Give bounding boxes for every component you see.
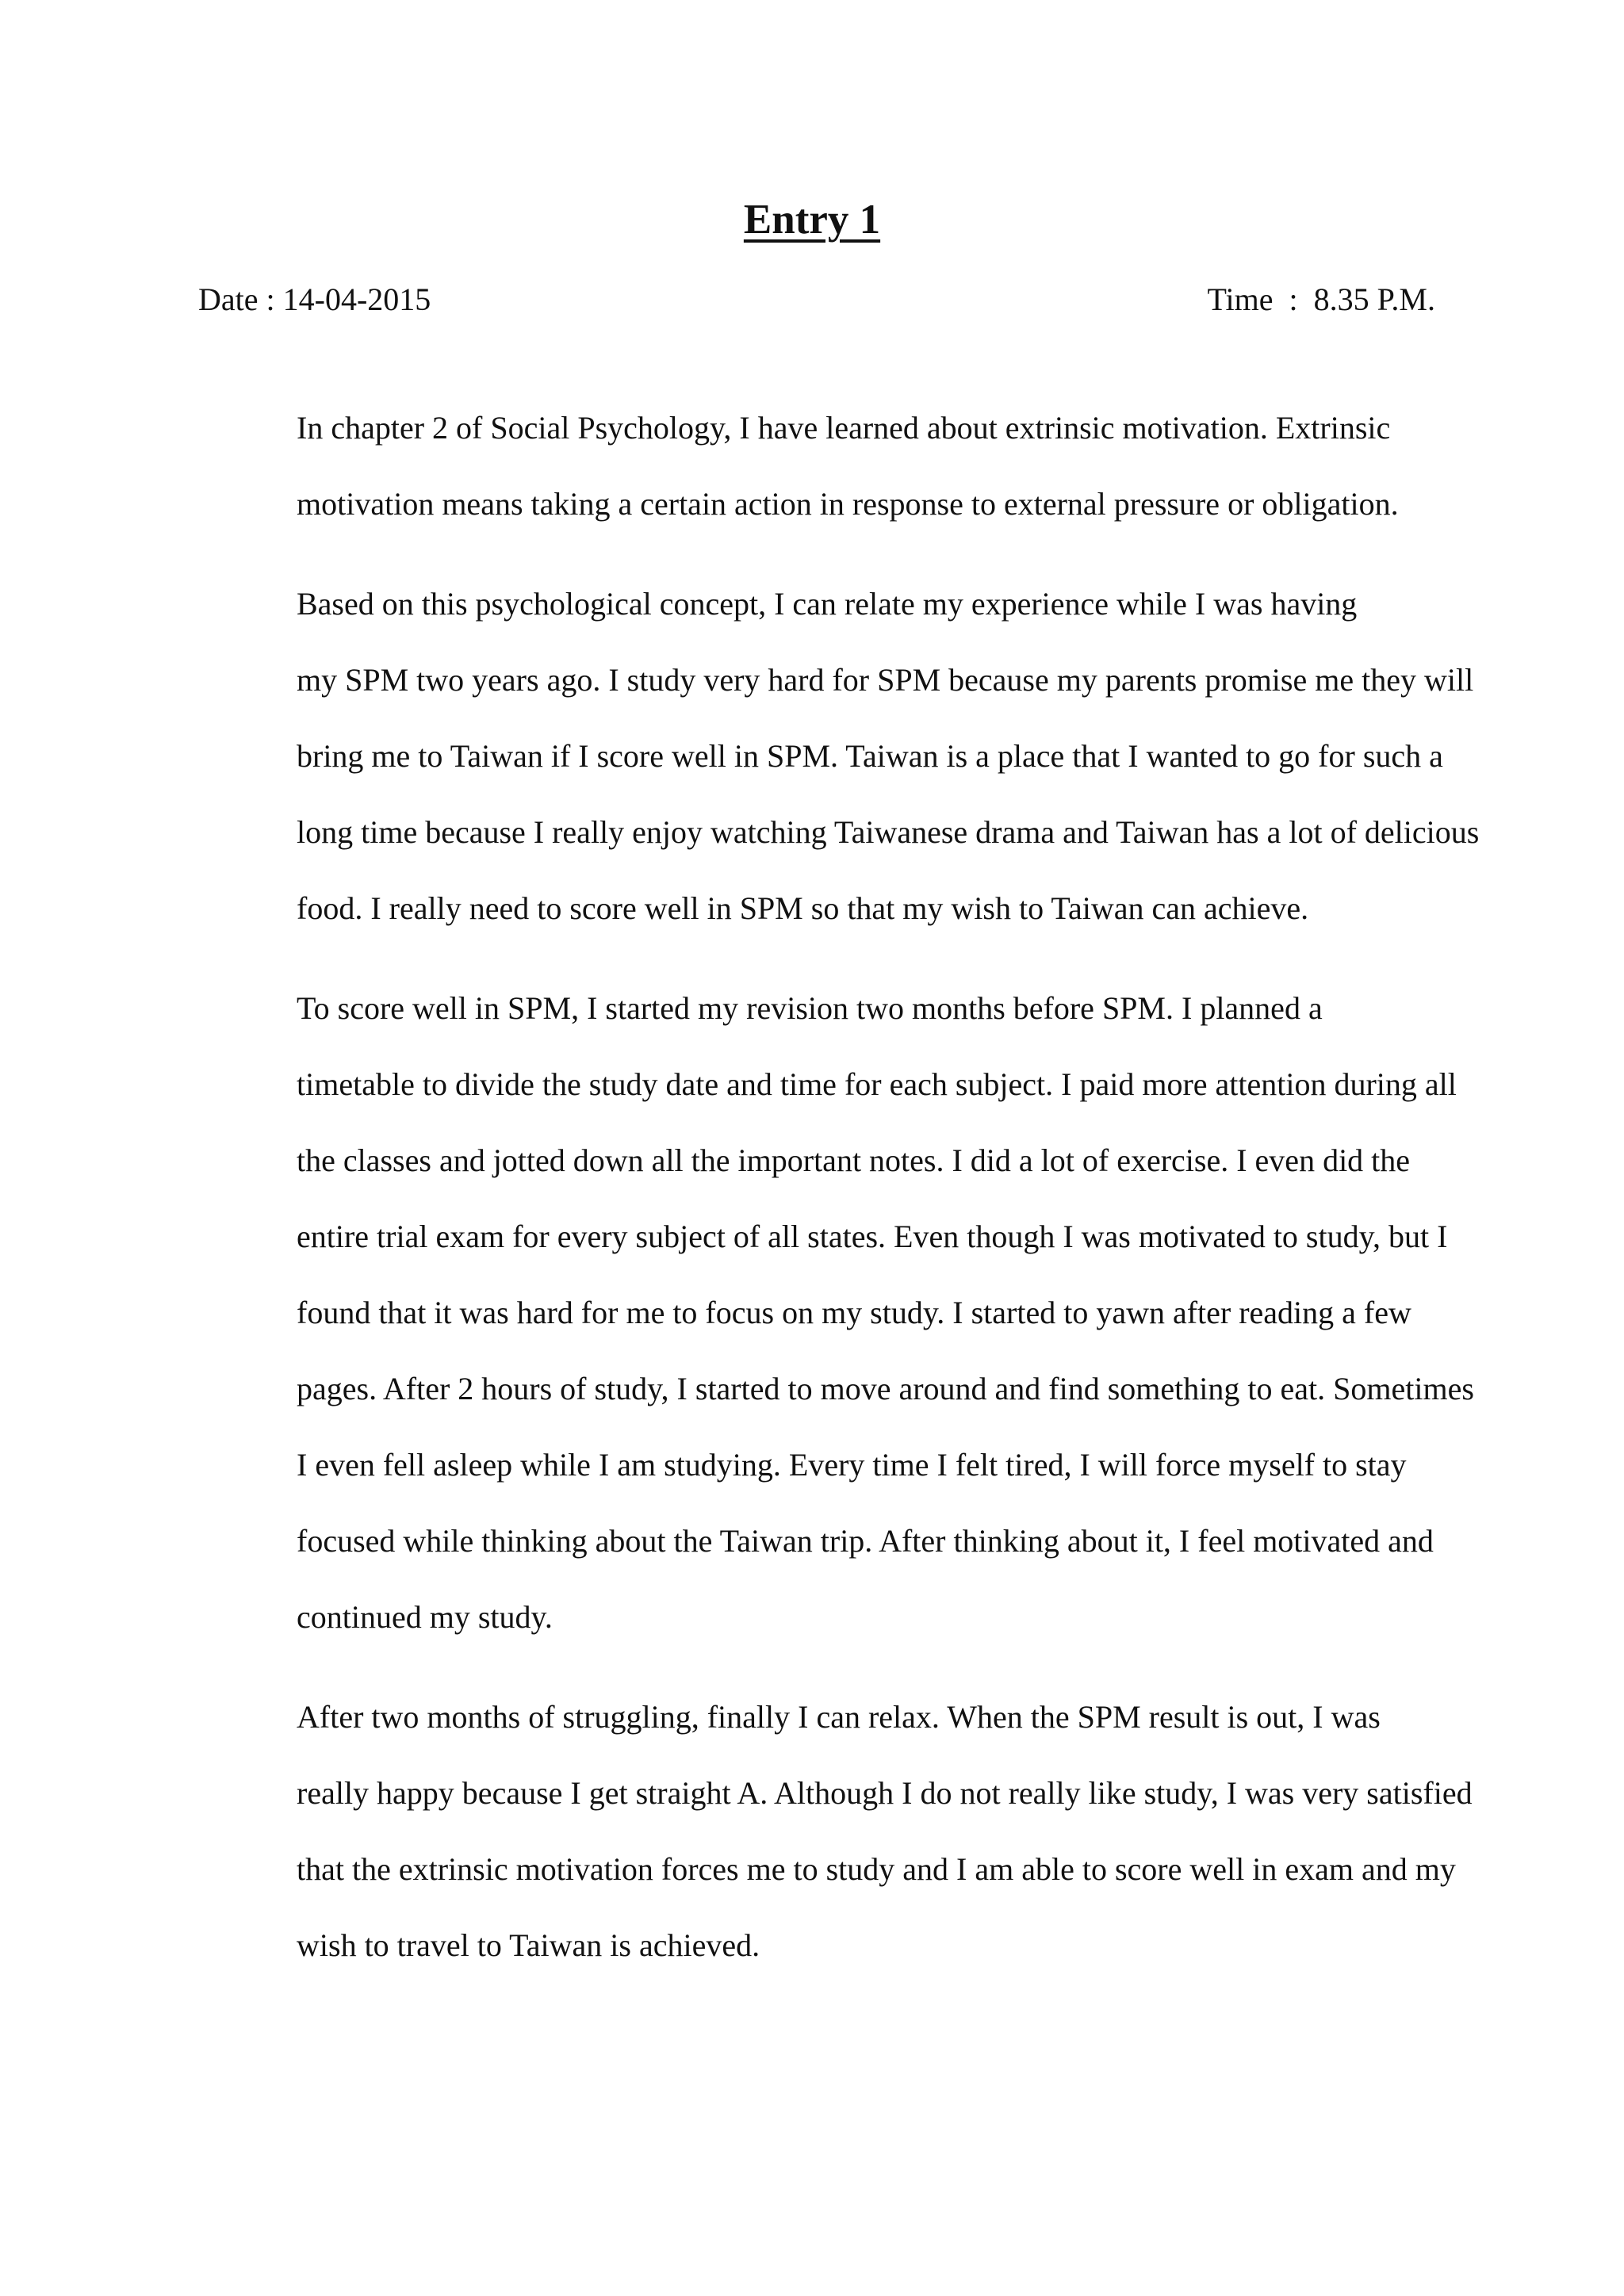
text-line: After two months of struggling, finally I can relax. When the SPM result is out, I was	[297, 1699, 1381, 1735]
text-line: found that it was hard for me to focus on my study. I started to yawn after reading a few	[297, 1295, 1411, 1330]
text-line: really happy because I get straight A. Although I do not really like study, I was very satisfied	[297, 1775, 1473, 1811]
text-line: continued my study.	[297, 1599, 553, 1635]
text-line: my SPM two years ago. I study very hard for SPM because my parents promise me they will	[297, 662, 1474, 698]
entry-body	[198, 390, 1480, 1984]
text-line: wish to travel to Taiwan is achieved.	[297, 1927, 760, 1963]
text-line: the classes and jotted down all the important notes. I did a lot of exercise. I even did the	[297, 1142, 1411, 1178]
text-line: In chapter 2 of Social Psychology, I have learned about extrinsic motivation. Extrinsic	[297, 410, 1391, 446]
entry-time: Time : 8.35 P.M.	[1207, 281, 1435, 317]
paragraph-2	[198, 566, 1480, 947]
text-line: focused while thinking about the Taiwan trip. After thinking about it, I feel motivated and	[297, 1523, 1434, 1559]
text-line: motivation means taking a certain action in response to external pressure or obligation.	[297, 486, 1399, 522]
text-line: pages. After 2 hours of study, I started to move around and find something to eat. Sometimes	[297, 1371, 1474, 1406]
text-line: bring me to Taiwan if I score well in SPM. Taiwan is a place that I wanted to go for such a	[297, 738, 1443, 774]
text-line: To score well in SPM, I started my revision two months before SPM. I planned a	[297, 990, 1323, 1026]
entry-date: Date : 14-04-2015	[198, 281, 431, 317]
entry-title: Entry 1	[743, 197, 881, 243]
text-line: that the extrinsic motivation forces me to study and I am able to score well in exam and my	[297, 1851, 1456, 1887]
text-line: I even fell asleep while I am studying. Every time I felt tired, I will force myself to stay	[297, 1447, 1407, 1483]
text-line: entire trial exam for every subject of all states. Even though I was motivated to study, but I	[297, 1219, 1448, 1254]
paragraph-4	[198, 1679, 1473, 1984]
text-line: timetable to divide the study date and time for each subject. I paid more attention during all	[297, 1066, 1457, 1102]
text-line: long time because I really enjoy watching Taiwanese drama and Taiwan has a lot of delicious	[297, 814, 1480, 850]
text-line: Based on this psychological concept, I can relate my experience while I was having	[297, 586, 1358, 622]
paragraph-1	[198, 390, 1426, 542]
text-line: food. I really need to score well in SPM so that my wish to Taiwan can achieve.	[297, 890, 1309, 926]
paragraph-3	[198, 970, 1474, 1655]
